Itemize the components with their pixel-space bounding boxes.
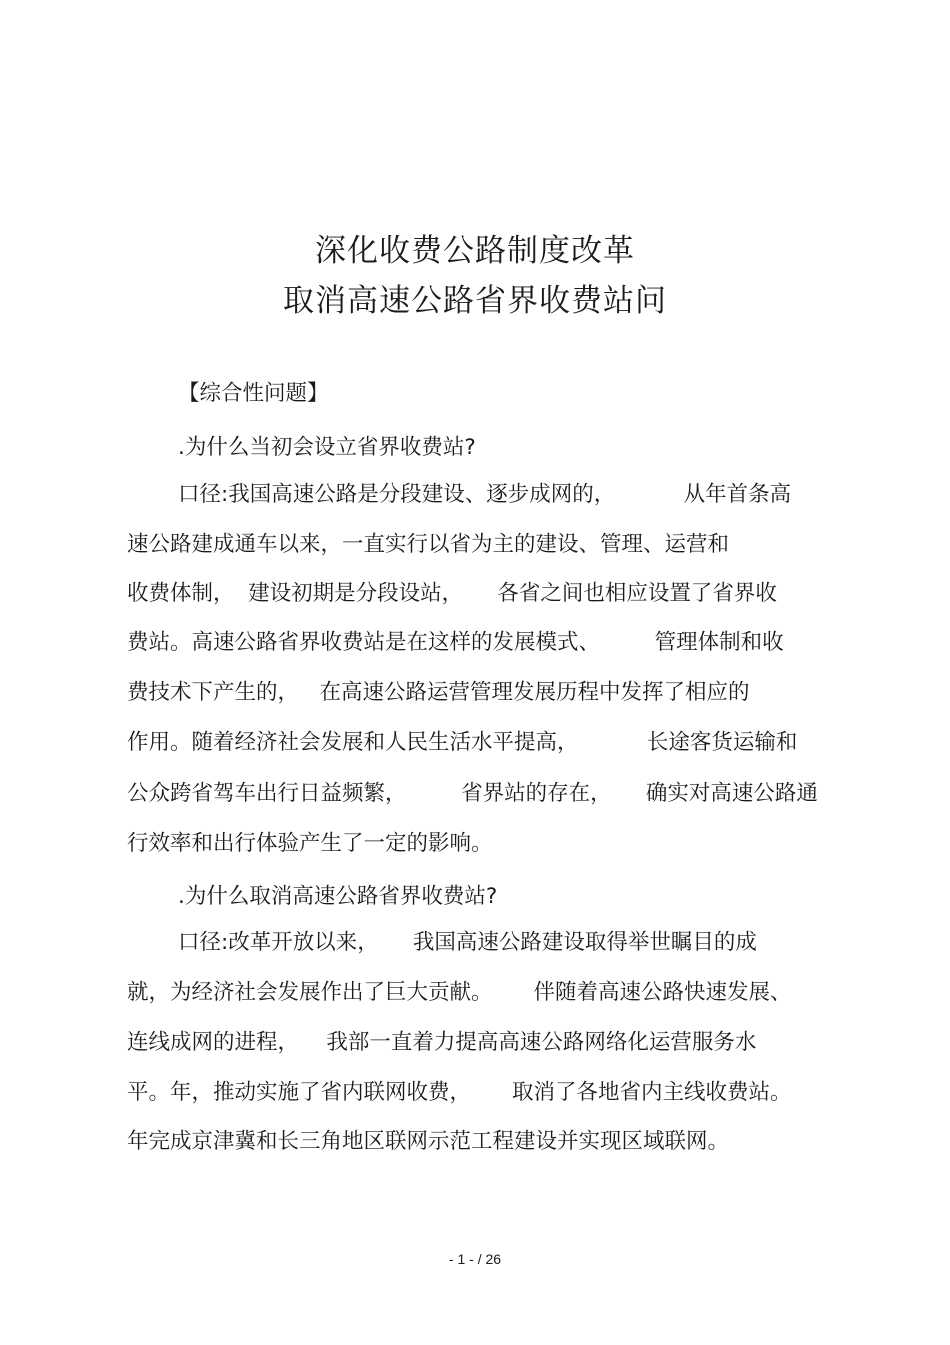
answer-1-line: 费技术下产生的， 在高速公路运营管理发展历程中发挥了相应的	[127, 680, 750, 705]
answer-1-line: 口径:我国高速公路是分段建设、逐步成网的， 从年首条高	[178, 482, 792, 507]
answer-2-line: 年完成京津冀和长三角地区联网示范工程建设并实现区域联网。	[127, 1129, 730, 1154]
answer-2-line: 就，为经济社会发展作出了巨大贡献。 伴随着高速公路快速发展、	[127, 980, 792, 1005]
section-heading: 【综合性问题】	[178, 381, 329, 406]
document-title-line-2: 取消高速公路省界收费站问	[283, 283, 667, 319]
answer-2-line: 口径:改革开放以来， 我国高速公路建设取得举世瞩目的成	[178, 930, 757, 955]
question-2: .为什么取消高速公路省界收费站?	[178, 884, 498, 909]
page-number: - 1 - / 26	[448, 1251, 502, 1267]
answer-2-line: 连线成网的进程， 我部一直着力提高高速公路网络化运营服务水	[127, 1030, 757, 1055]
answer-1-line: 行效率和出行体验产生了一定的影响。	[127, 831, 493, 856]
answer-1-line: 收费体制， 建设初期是分段设站， 各省之间也相应设置了省界收	[127, 581, 777, 606]
answer-1-line: 公众跨省驾车出行日益频繁， 省界站的存在， 确实对高速公路通	[127, 781, 818, 806]
document-title-line-1: 深化收费公路制度改革	[315, 233, 635, 269]
answer-1-line: 作用。随着经济社会发展和人民生活水平提高， 长途客货运输和	[127, 730, 798, 755]
question-1: .为什么当初会设立省界收费站?	[178, 435, 476, 460]
answer-2-line: 平。年，推动实施了省内联网收费， 取消了各地省内主线收费站。	[127, 1080, 792, 1105]
answer-1-line: 速公路建成通车以来，一直实行以省为主的建设、管理、运营和	[127, 532, 730, 557]
answer-1-line: 费站。高速公路省界收费站是在这样的发展模式、 管理体制和收	[127, 630, 784, 655]
